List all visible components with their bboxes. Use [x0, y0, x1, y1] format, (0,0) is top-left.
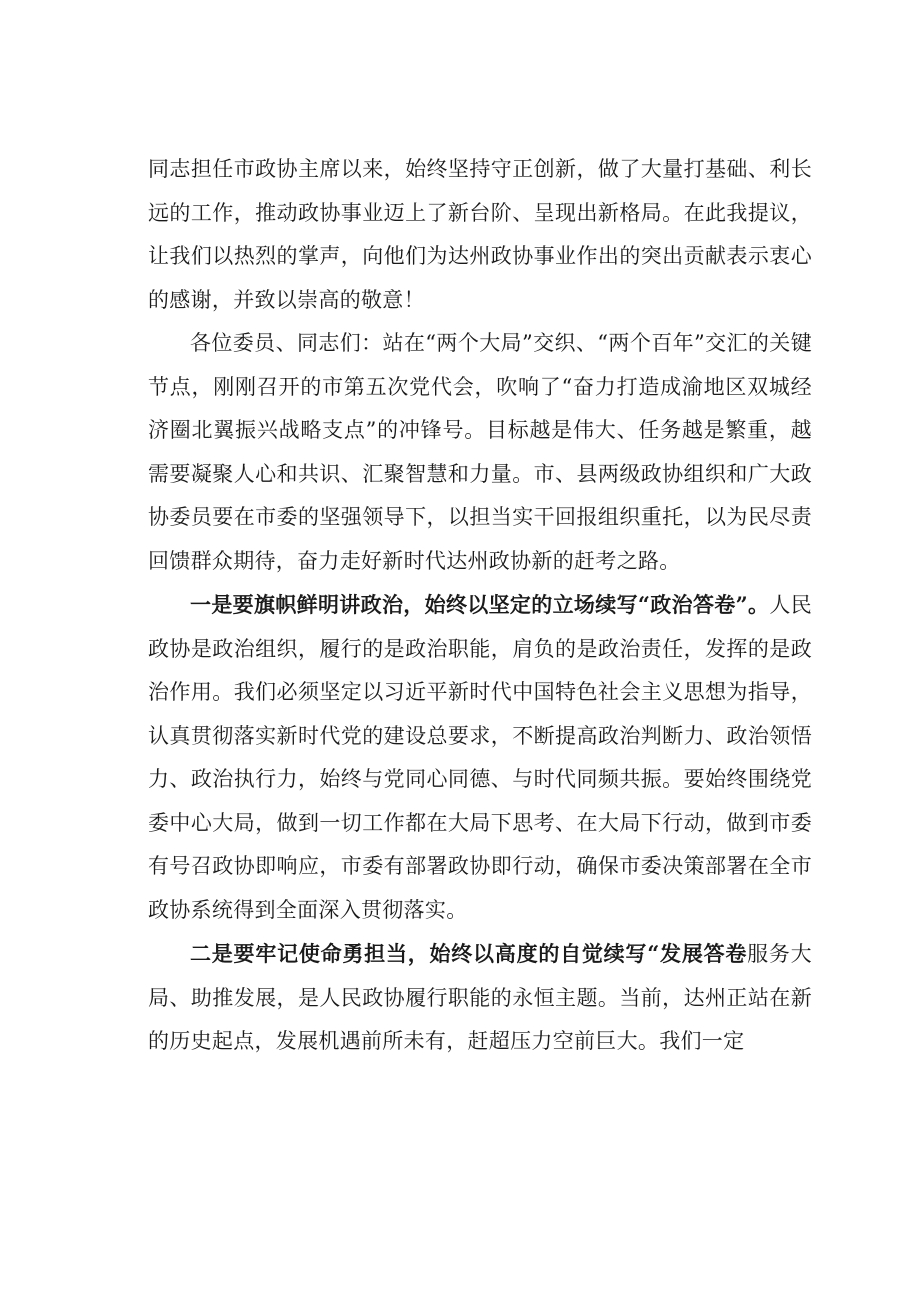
paragraph-3-heading: 一是要旗帜鲜明讲政治，始终以坚定的立场续写“政治答卷”。: [190, 592, 770, 617]
paragraph-3: [148, 583, 812, 932]
paragraph-4-heading: 二是要牢记使命勇担当，始终以高度的自觉续写“发展答卷: [190, 941, 748, 966]
paragraph-2: [148, 322, 812, 583]
document-body: [148, 148, 812, 1064]
paragraph-3-text: 人民政协是政治组织，履行的是政治职能，肩负的是政治责任，发挥的是政治作用。我们必须坚定以习近平新时代中国特色社会主义思想为指导，认真贯彻落实新时代党的建设总要求，不断提高政治判断力、政治领悟力、政治执行力，始终与党同心同德、与时代同频共振。要始终围绕党委中心大局，做到一切工作都在大局下思考、在大局下行动，做到市委有号召政协即响应，市委有部署政协即行动，确保市委决策部署在全市政协系统得到全面深入贯彻落实。: [148, 593, 812, 922]
paragraph-2-text: 各位委员、同志们：站在“两个大局”交织、“两个百年”交汇的关键节点，刚刚召开的市第五次党代会，吹响了“奋力打造成渝地区双城经济圈北翼振兴战略支点”的冲锋号。目标越是伟大、任务越是繁重，越需要凝聚人心和共识、汇聚智慧和力量。市、县两级政协组织和广大政协委员要在市委的坚强领导下，以担当实干回报组织重托，以为民尽责回馈群众期待，奋力走好新时代达州政协新的赶考之路。: [148, 331, 812, 573]
paragraph-4: [148, 932, 812, 1064]
paragraph-1-text: 同志担任市政协主席以来，始终坚持守正创新，做了大量打基础、利长远的工作，推动政协事业迈上了新台阶、呈现出新格局。在此我提议，让我们以热烈的掌声，向他们为达州政协事业作出的突出贡献表示衷心的感谢，并致以崇高的敬意！: [148, 157, 812, 312]
paragraph-4-text: 服务大局、助推发展，是人民政协履行职能的永恒主题。当前，达州正站在新的历史起点，发展机遇前所未有，赶超压力空前巨大。我们一定: [148, 942, 812, 1053]
paragraph-1: [148, 148, 812, 322]
